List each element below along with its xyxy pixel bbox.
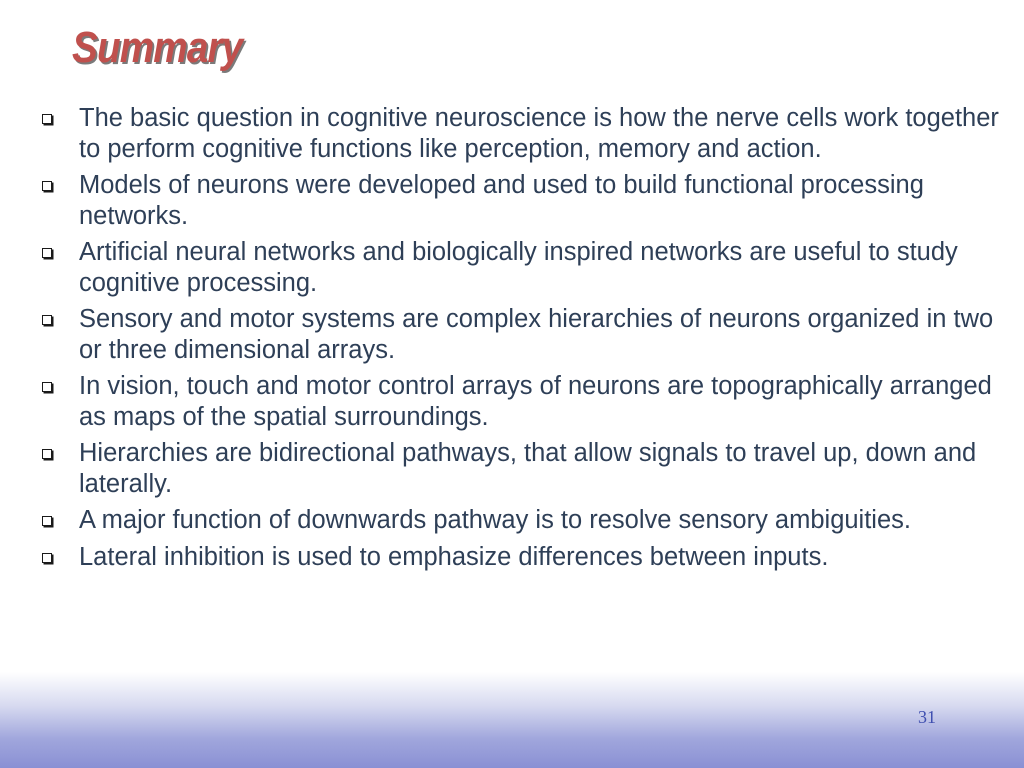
- hollow-square-bullet-icon: [42, 315, 52, 325]
- bullet-item: [40, 103, 1000, 164]
- hollow-square-bullet-icon: [42, 449, 52, 459]
- hollow-square-bullet-icon: [42, 181, 52, 191]
- bullet-text: The basic question in cognitive neuroscience is how the nerve cells work together to perform cognitive functions like perception, memory and action.: [79, 104, 999, 163]
- hollow-square-bullet-icon: [42, 553, 52, 563]
- bullet-item: [40, 542, 1000, 573]
- bullet-item: [40, 170, 1000, 231]
- bullet-text: In vision, touch and motor control arrays of neurons are topographically arranged as maps of the spatial surroundings.: [79, 372, 992, 431]
- bullet-item: [40, 438, 1000, 499]
- bullet-list: [40, 103, 1000, 578]
- bullet-text: Artificial neural networks and biologically inspired networks are useful to study cognitive processing.: [79, 238, 958, 297]
- slide-title: Summary: [72, 23, 243, 72]
- hollow-square-bullet-icon: [42, 248, 52, 258]
- bullet-text: Hierarchies are bidirectional pathways, that allow signals to travel up, down and laterally.: [79, 439, 977, 498]
- hollow-square-bullet-icon: [42, 382, 52, 392]
- bullet-item: [40, 304, 1000, 365]
- hollow-square-bullet-icon: [42, 516, 52, 526]
- bullet-item: [40, 371, 1000, 432]
- bullet-item: [40, 505, 1000, 536]
- bullet-text: Lateral inhibition is used to emphasize differences between inputs.: [79, 542, 829, 571]
- bullet-text: A major function of downwards pathway is to resolve sensory ambiguities.: [79, 506, 911, 534]
- hollow-square-bullet-icon: [42, 114, 52, 124]
- bullet-text: Sensory and motor systems are complex hierarchies of neurons organized in two or three dimensional arrays.: [79, 305, 994, 364]
- bullet-item: [40, 237, 1000, 298]
- bullet-text: Models of neurons were developed and used to build functional processing networks.: [79, 171, 924, 230]
- page-number: 31: [918, 707, 936, 727]
- footer-gradient-band: [0, 672, 1024, 768]
